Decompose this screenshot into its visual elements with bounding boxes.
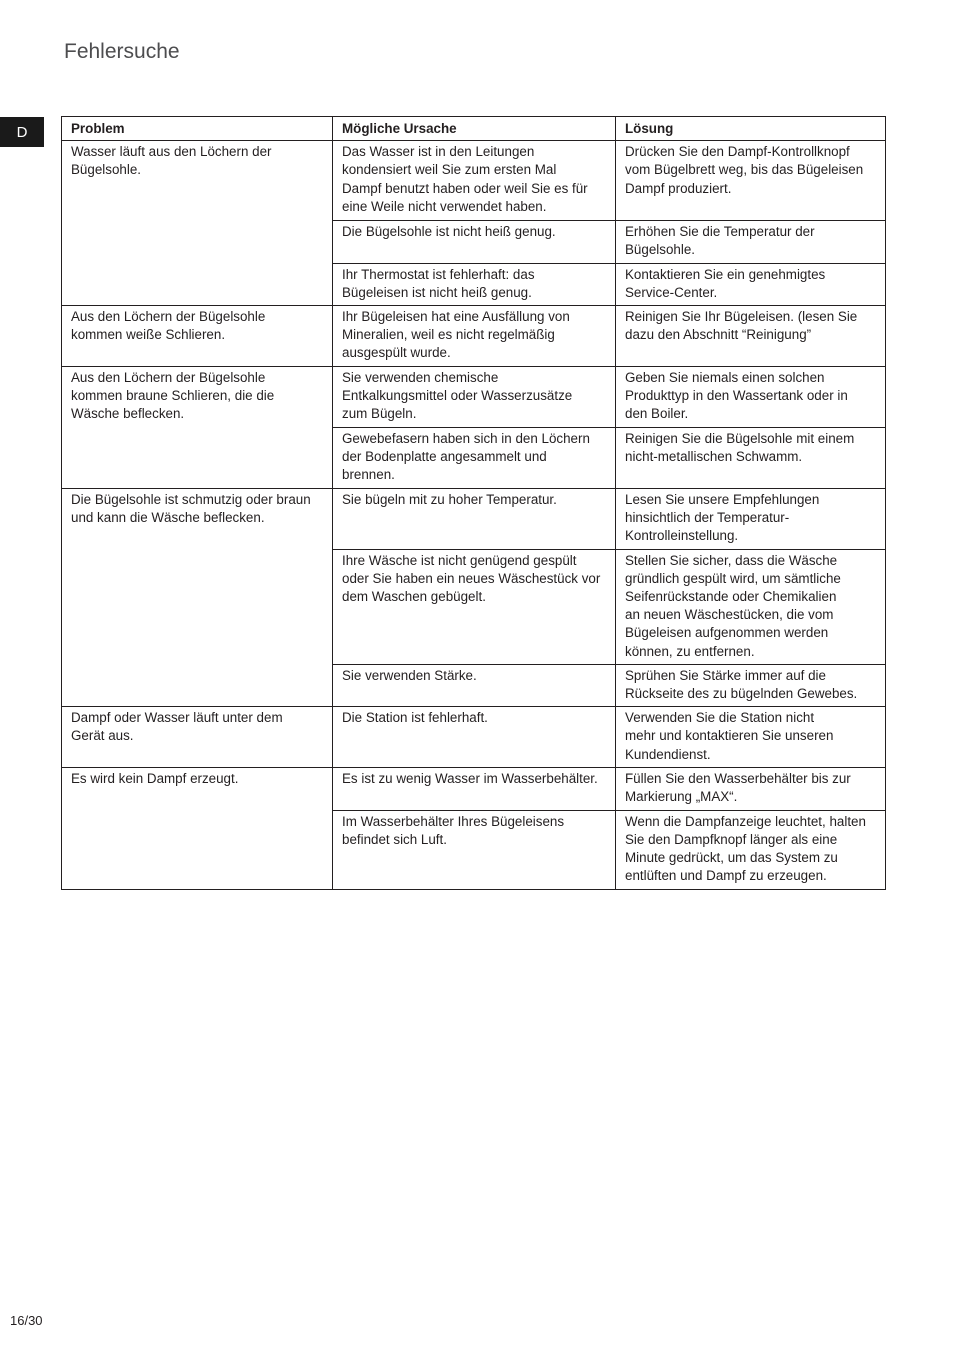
cause-cell: Ihr Thermostat ist fehlerhaft: das Bügeleisen ist nicht heiß genug. (333, 263, 616, 305)
solution-cell: Stellen Sie sicher, dass die Wäsche gründlich gespült wird, um sämtliche Seifenrückstande oder Chemikalien an neuen Wäschestücken, die vom Bügeleisen aufgenommen werden können, zu entfernen. (616, 549, 886, 664)
page-title: Fehlersuche (64, 40, 180, 63)
cause-cell: Gewebefasern haben sich in den Löchern der Bodenplatte angesammelt und brennen. (333, 428, 616, 489)
cause-cell: Im Wasserbehälter Ihres Bügeleisens befindet sich Luft. (333, 810, 616, 889)
solution-cell: Reinigen Sie die Bügelsohle mit einem nicht-metallischen Schwamm. (616, 428, 886, 489)
cause-cell: Das Wasser ist in den Leitungen kondensiert weil Sie zum ersten Mal Dampf benutzt haben oder weil Sie es für eine Weile nicht verwendet haben. (333, 141, 616, 221)
cause-cell: Ihr Bügeleisen hat eine Ausfällung von Mineralien, weil es nicht regelmäßig ausgespült wurde. (333, 306, 616, 367)
cause-cell: Sie verwenden Stärke. (333, 664, 616, 706)
cause-cell: Sie verwenden chemische Entkalkungsmittel oder Wasserzusätze zum Bügeln. (333, 367, 616, 428)
header-cause: Mögliche Ursache (333, 117, 616, 141)
table-row (62, 488, 886, 549)
cause-cell: Es ist zu wenig Wasser im Wasserbehälter. (333, 768, 616, 810)
solution-cell: Lesen Sie unsere Empfehlungen hinsichtlich der Temperatur- Kontrolleinstellung. (616, 488, 886, 549)
problem-cell: Wasser läuft aus den Löchern der Bügelsohle. (62, 141, 333, 306)
solution-cell: Füllen Sie den Wasserbehälter bis zur Markierung „MAX“. (616, 768, 886, 810)
problem-cell: Dampf oder Wasser läuft unter dem Gerät aus. (62, 707, 333, 768)
page-number: 16/30 (10, 1313, 43, 1328)
table-header-row (62, 117, 886, 141)
problem-cell: Es wird kein Dampf erzeugt. (62, 768, 333, 889)
problem-cell: Aus den Löchern der Bügelsohle kommen braune Schlieren, die die Wäsche beflecken. (62, 367, 333, 489)
cause-cell: Ihre Wäsche ist nicht genügend gespült oder Sie haben ein neues Wäschestück vor dem Waschen gebügelt. (333, 549, 616, 664)
solution-cell: Kontaktieren Sie ein genehmigtes Service-Center. (616, 263, 886, 305)
table-row (62, 768, 886, 810)
table-row (62, 306, 886, 367)
problem-cell: Aus den Löchern der Bügelsohle kommen weiße Schlieren. (62, 306, 333, 367)
table-row (62, 141, 886, 221)
cause-cell: Die Station ist fehlerhaft. (333, 707, 616, 768)
solution-cell: Verwenden Sie die Station nicht mehr und kontaktieren Sie unseren Kundendienst. (616, 707, 886, 768)
solution-cell: Wenn die Dampfanzeige leuchtet, halten Sie den Dampfknopf länger als eine Minute gedrückt, um das System zu entlüften und Dampf zu erzeugen. (616, 810, 886, 889)
header-problem: Problem (62, 117, 333, 141)
solution-cell: Drücken Sie den Dampf-Kontrollknopf vom Bügelbrett weg, bis das Bügeleisen Dampf produziert. (616, 141, 886, 221)
table-row (62, 707, 886, 768)
solution-cell: Reinigen Sie Ihr Bügeleisen. (lesen Sie dazu den Abschnitt “Reinigung” (616, 306, 886, 367)
solution-cell: Sprühen Sie Stärke immer auf die Rückseite des zu bügelnden Gewebes. (616, 664, 886, 706)
solution-cell: Geben Sie niemals einen solchen Produkttyp in den Wassertank oder in den Boiler. (616, 367, 886, 428)
cause-cell: Die Bügelsohle ist nicht heiß genug. (333, 221, 616, 263)
solution-cell: Erhöhen Sie die Temperatur der Bügelsohle. (616, 221, 886, 263)
problem-cell: Die Bügelsohle ist schmutzig oder braun und kann die Wäsche beflecken. (62, 488, 333, 707)
troubleshooting-table (61, 116, 886, 890)
language-tab: D (0, 117, 44, 147)
header-solution: Lösung (616, 117, 886, 141)
table-row (62, 367, 886, 428)
cause-cell: Sie bügeln mit zu hoher Temperatur. (333, 488, 616, 549)
